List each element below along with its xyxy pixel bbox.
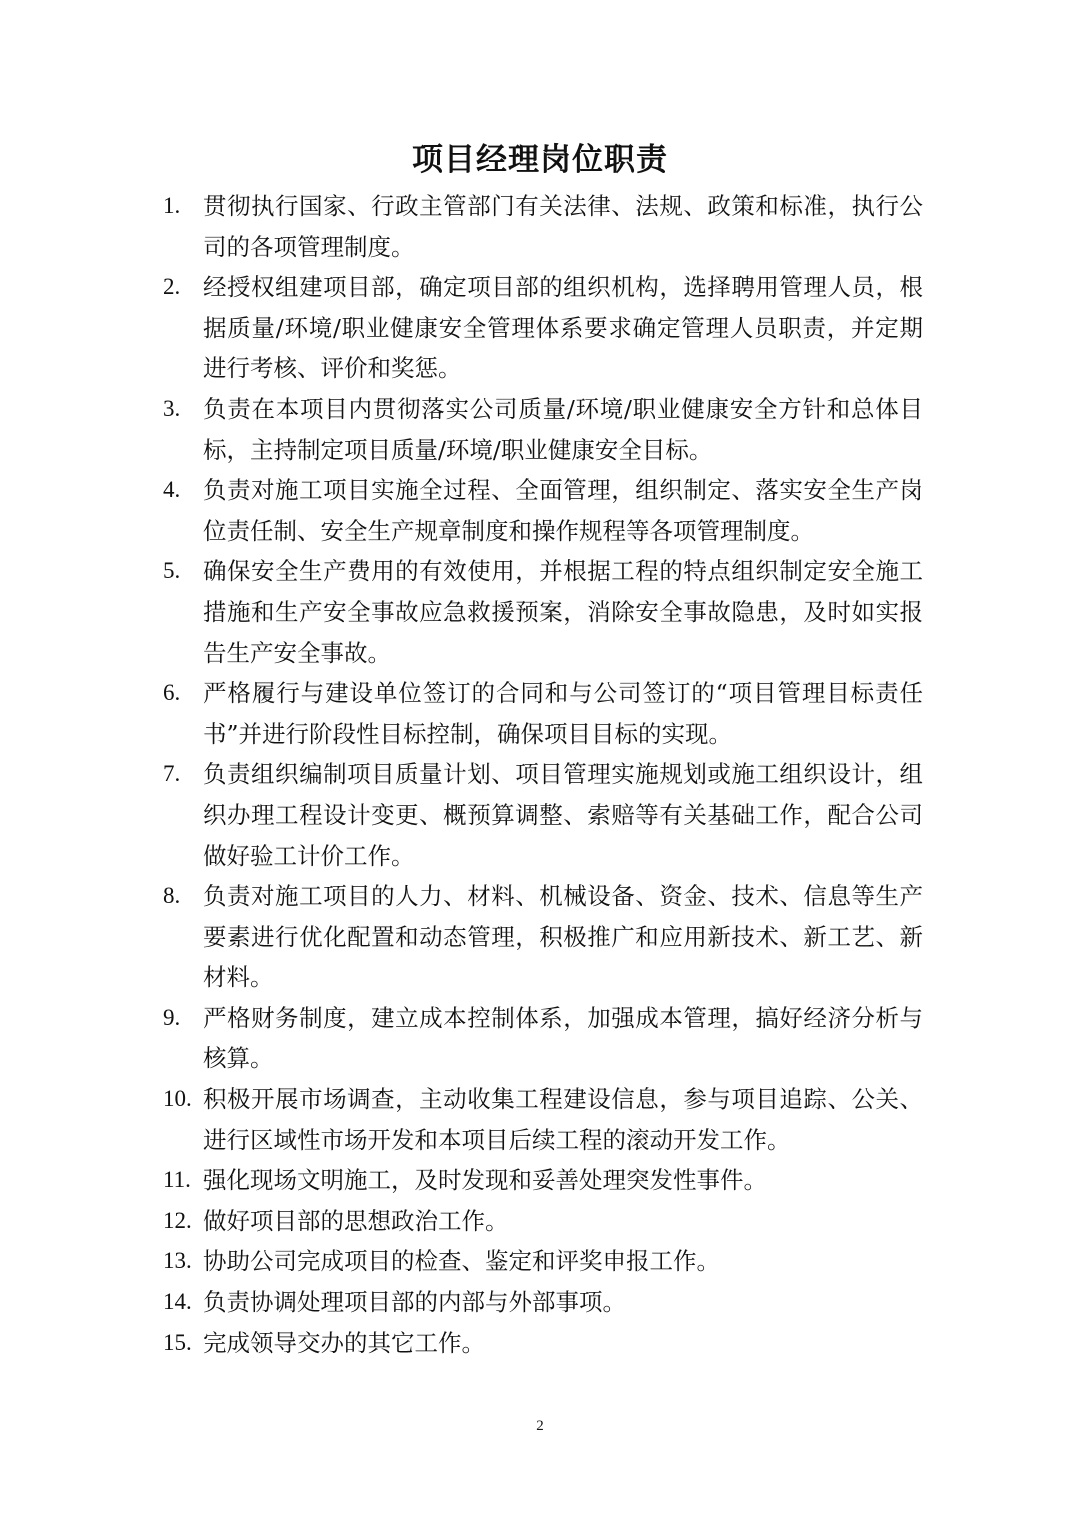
- list-item: [163, 1201, 923, 1242]
- list-item: [163, 998, 923, 1079]
- item-number: 5.: [163, 558, 181, 584]
- list-item: [163, 1079, 923, 1160]
- item-number: 14.: [163, 1289, 192, 1315]
- item-number: 11.: [163, 1167, 191, 1193]
- item-number: 8.: [163, 883, 181, 909]
- item-text: 负责协调处理项目部的内部与外部事项。: [203, 1288, 626, 1317]
- duty-list: [163, 186, 923, 1363]
- list-item: [163, 1282, 923, 1323]
- item-text: 完成领导交办的其它工作。: [203, 1328, 485, 1357]
- list-item: [163, 551, 923, 673]
- list-item: [163, 267, 923, 389]
- item-number: 6.: [163, 680, 181, 706]
- item-number: 3.: [163, 395, 181, 421]
- list-item: [163, 186, 923, 267]
- item-text: 强化现场文明施工，及时发现和妥善处理突发性事件。: [203, 1166, 767, 1195]
- list-item: [163, 876, 923, 998]
- item-text: 负责组织编制项目质量计划、项目管理实施规划或施工组织设计，组织办理工程设计变更、概预算调整、索赔等有关基础工作，配合公司做好验工计价工作。: [203, 760, 923, 870]
- page-number: 2: [536, 1418, 544, 1434]
- item-text: 严格财务制度，建立成本控制体系，加强成本管理，搞好经济分析与核算。: [203, 1003, 923, 1073]
- item-number: 12.: [163, 1207, 192, 1233]
- item-number: 1.: [163, 193, 181, 218]
- item-number: 13.: [163, 1248, 192, 1274]
- list-item: [163, 470, 923, 551]
- item-text: 严格履行与建设单位签订的合同和与公司签订的“项目管理目标责任书”并进行阶段性目标控制，确保项目目标的实现。: [203, 679, 923, 748]
- item-number: 15.: [163, 1329, 192, 1355]
- item-number: 10.: [163, 1086, 192, 1112]
- item-text: 积极开展市场调查，主动收集工程建设信息，参与项目追踪、公关、进行区域性市场开发和本项目后续工程的滚动开发工作。: [203, 1085, 923, 1154]
- list-item: [163, 389, 923, 470]
- item-text: 负责在本项目内贯彻落实公司质量/环境/职业健康安全方针和总体目标，主持制定项目质量/环境/职业健康安全目标。: [203, 394, 923, 464]
- list-item: [163, 1241, 923, 1282]
- list-item: [163, 754, 923, 876]
- list-item: [163, 1323, 923, 1364]
- item-number: 7.: [163, 761, 181, 787]
- list-item: [163, 1160, 923, 1201]
- item-text: 做好项目部的思想政治工作。: [203, 1206, 509, 1235]
- item-text: 经授权组建项目部，确定项目部的组织机构，选择聘用管理人员，根据质量/环境/职业健康安全管理体系要求确定管理人员职责，并定期进行考核、评价和奖惩。: [203, 273, 923, 383]
- list-item: [163, 673, 923, 754]
- item-text: 负责对施工项目的人力、材料、机械设备、资金、技术、信息等生产要素进行优化配置和动态管理，积极推广和应用新技术、新工艺、新材料。: [203, 882, 923, 992]
- item-text: 贯彻执行国家、行政主管部门有关法律、法规、政策和标准，执行公司的各项管理制度。: [203, 192, 923, 261]
- item-number: 9.: [163, 1004, 181, 1030]
- item-text: 协助公司完成项目的检查、鉴定和评奖申报工作。: [203, 1247, 720, 1276]
- item-text: 确保安全生产费用的有效使用，并根据工程的特点组织制定安全施工措施和生产安全事故应急救援预案，消除安全事故隐患，及时如实报告生产安全事故。: [203, 557, 923, 667]
- item-number: 2.: [163, 274, 181, 300]
- item-text: 负责对施工项目实施全过程、全面管理，组织制定、落实安全生产岗位责任制、安全生产规章制度和操作规程等各项管理制度。: [203, 476, 923, 545]
- item-number: 4.: [163, 477, 181, 503]
- page-title: 项目经理岗位职责: [412, 142, 668, 178]
